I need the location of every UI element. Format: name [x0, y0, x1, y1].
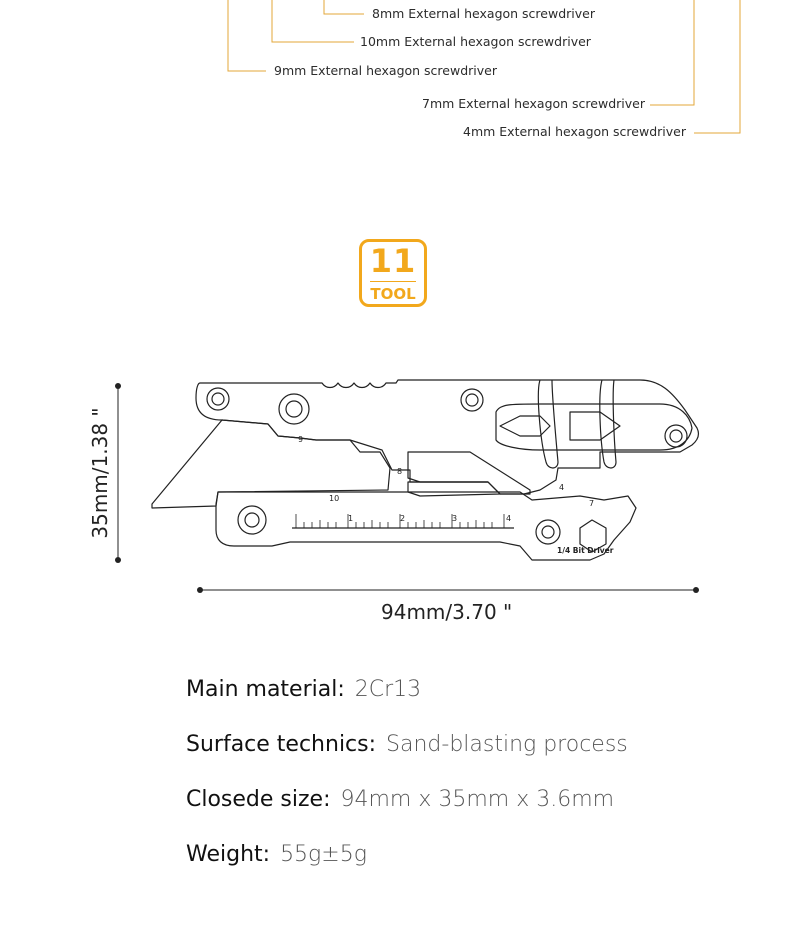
bit-driver-label: 1/4 Bit Driver: [557, 546, 614, 555]
ruler-label-3: 3: [452, 514, 458, 523]
marking-10: 10: [329, 494, 340, 503]
callout-7mm-hex: 7mm External hexagon screwdriver: [422, 96, 645, 111]
callout-9mm-hex: 9mm External hexagon screwdriver: [274, 63, 497, 78]
badge-word: TOOL: [370, 285, 416, 303]
spec-value: 94mm x 35mm x 3.6mm: [340, 787, 615, 812]
spec-main-material: [186, 677, 421, 702]
spec-weight: [186, 842, 367, 867]
spec-surface-technics: [186, 732, 628, 757]
callout-8mm-hex: 8mm External hexagon screwdriver: [372, 6, 595, 21]
marking-7: 7: [589, 499, 595, 508]
ruler-label-4: 4: [506, 514, 512, 523]
spec-closed-size: [186, 787, 614, 812]
spec-value: Sand-blasting process: [386, 732, 628, 757]
spec-value: 2Cr13: [354, 677, 422, 702]
spec-label: Weight:: [186, 842, 271, 867]
marking-9: 9: [298, 435, 304, 444]
ruler-label-2: 2: [400, 514, 406, 523]
badge-number: 11: [369, 242, 417, 280]
spec-value: 55g±5g: [280, 842, 367, 867]
ruler-label-1: 1: [348, 514, 354, 523]
width-dimension-label: 94mm/3.70 ": [381, 600, 513, 624]
marking-8: 8: [397, 467, 403, 476]
callout-10mm-hex: 10mm External hexagon screwdriver: [360, 34, 591, 49]
marking-4: 4: [559, 483, 565, 492]
spec-label: Surface technics:: [186, 732, 377, 757]
height-dimension-label: 35mm/1.38 ": [88, 407, 112, 539]
callout-4mm-hex: 4mm External hexagon screwdriver: [463, 124, 686, 139]
spec-label: Main material:: [186, 677, 345, 702]
spec-label: Closede size:: [186, 787, 331, 812]
